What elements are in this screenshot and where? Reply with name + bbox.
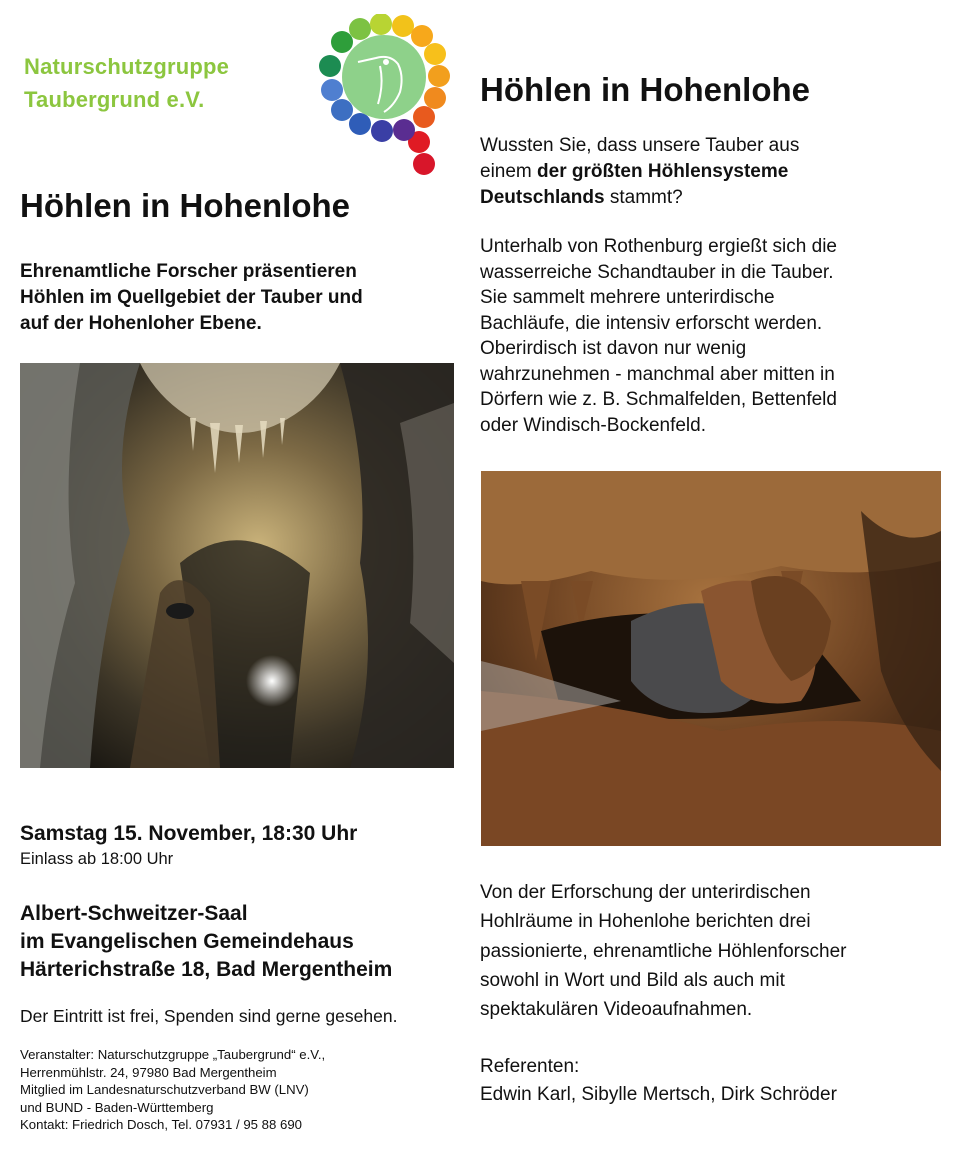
subtitle-line: auf der Hohenloher Ebene. [20, 313, 262, 334]
intro-text: einem [480, 161, 538, 182]
organization-name-line2: Taubergrund e.V. [24, 87, 205, 112]
subtitle-line: Höhlen im Quellgebiet der Tauber und [20, 287, 363, 308]
description-line: Oberirdisch ist davon nur wenig [480, 338, 747, 359]
intro-text: stammt? [604, 187, 683, 208]
report-line: Von der Erforschung der unterirdischen [480, 882, 811, 903]
subtitle-line: Ehrenamtliche Forscher präsentieren [20, 261, 357, 282]
description-line: Bachläufe, die intensiv erforscht werden. [480, 312, 823, 334]
entry-time: Einlass ab 18:00 Uhr [20, 850, 174, 868]
intro-paragraph [480, 133, 930, 211]
cave-photo-passage [481, 471, 941, 846]
speakers-label: Referenten: [480, 1056, 580, 1077]
report-line: Hohlräume in Hohenlohe berichten drei [480, 911, 811, 933]
admission-note: Der Eintritt ist frei, Spenden sind gerne gesehen. [20, 1006, 398, 1026]
description-line: Unterhalb von Rothenburg ergießt sich die [480, 236, 837, 257]
description-paragraph [480, 234, 930, 438]
organization-logo [318, 14, 458, 179]
event-title-left: Höhlen in Hohenlohe [20, 187, 350, 224]
contact-line: Mitglied im Landesnaturschutzverband BW (LNV) [20, 1082, 309, 1098]
description-line: Dörfern wie z. B. Schmalfelden, Bettenfeld [480, 389, 837, 410]
organization-name [24, 50, 229, 116]
venue-line: Härterichstraße 18, Bad Mergentheim [20, 958, 393, 981]
intro-line: Wussten Sie, dass unsere Tauber aus [480, 135, 800, 156]
contact-line: Kontakt: Friedrich Dosch, Tel. 07931 / 95 88 690 [20, 1117, 302, 1133]
intro-emphasis: der größten Höhlensysteme [537, 161, 789, 182]
event-venue [20, 900, 392, 984]
event-subtitle [20, 259, 450, 337]
report-line: spektakulären Videoaufnahmen. [480, 999, 753, 1021]
report-paragraph [480, 878, 930, 1024]
description-line: wahrzunehmen - manchmal aber mitten in [480, 363, 835, 385]
contact-line: Herrenmühlstr. 24, 97980 Bad Mergentheim [20, 1064, 277, 1080]
description-line: Sie sammelt mehrere unterirdische [480, 287, 775, 308]
organization-name-line1: Naturschutzgruppe [24, 54, 230, 79]
report-line: passionierte, ehrenamtliche Höhlenforscher [480, 940, 847, 962]
event-date: Samstag 15. November, 18:30 Uhr [20, 822, 358, 845]
description-line: oder Windisch-Bockenfeld. [480, 414, 706, 436]
speakers-names: Edwin Karl, Sibylle Mertsch, Dirk Schröder [480, 1084, 837, 1105]
contact-line: Veranstalter: Naturschutzgruppe „Taubergrund“ e.V., [20, 1047, 326, 1062]
contact-line: und BUND - Baden-Württemberg [20, 1099, 214, 1115]
venue-line: Albert-Schweitzer-Saal [20, 902, 248, 925]
intro-line [480, 185, 930, 211]
event-title-right: Höhlen in Hohenlohe [480, 71, 810, 108]
logo-center-circle [342, 35, 426, 119]
cave-photo-stalactites [20, 363, 454, 768]
report-line: sowohl in Wort und Bild als auch mit [480, 969, 785, 991]
intro-line [480, 159, 930, 185]
intro-emphasis: Deutschlands [480, 187, 605, 208]
organizer-contact [20, 1046, 325, 1134]
description-line: wasserreiche Schandtauber in die Tauber. [480, 261, 834, 283]
venue-line: im Evangelischen Gemeindehaus [20, 930, 354, 953]
